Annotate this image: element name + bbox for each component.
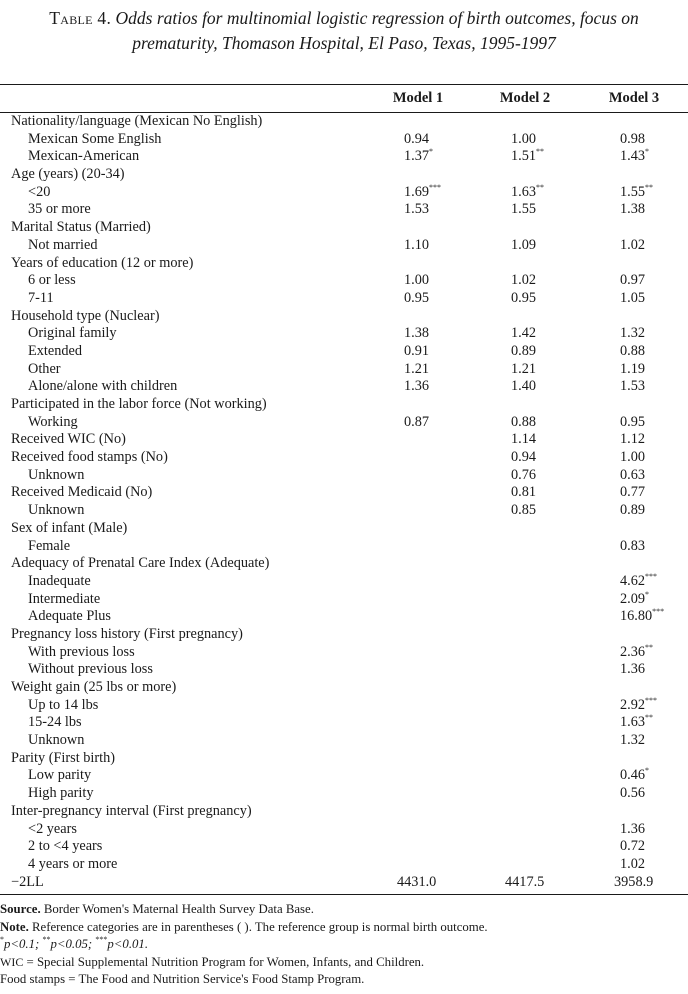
model-3-value [620, 467, 645, 485]
model-1-value [404, 325, 429, 343]
table-row [0, 467, 688, 485]
table-row [0, 219, 688, 237]
table-caption [8, 6, 680, 56]
row-label: Other [28, 360, 61, 377]
row-label: 2 to <4 years [28, 838, 103, 855]
table-row [0, 874, 688, 892]
table-row [0, 396, 688, 414]
table-label: Table 4. [49, 8, 112, 28]
model-3-value [620, 502, 645, 520]
odds-ratio: 1.00 [404, 272, 430, 289]
row-label: Unknown [28, 502, 85, 519]
row-label: Original family [28, 325, 117, 342]
odds-ratio: 1.21 [511, 360, 537, 377]
table-row [0, 201, 688, 219]
table-row [0, 732, 688, 750]
row-label: Without previous loss [28, 661, 153, 678]
significance-mark: *** [645, 695, 658, 705]
model-3-value [620, 538, 645, 556]
table-row [0, 131, 688, 149]
row-label: Extended [28, 342, 82, 359]
table-row [0, 591, 688, 609]
odds-ratio: 1.00 [620, 449, 646, 466]
odds-ratio: 0.97 [620, 272, 646, 289]
row-label: Sex of infant (Male) [11, 519, 128, 536]
source-label: Source. [0, 902, 41, 916]
model-3-value [620, 414, 645, 432]
row-label: Marital Status (Married) [11, 219, 151, 236]
model-2-value [505, 874, 544, 892]
significance-mark: *** [429, 182, 442, 192]
model-1-value [404, 414, 429, 432]
odds-ratio: 1.53 [404, 201, 430, 218]
row-label: <2 years [28, 820, 77, 837]
odds-ratio: 0.88 [511, 413, 537, 430]
model-1-value [404, 237, 429, 255]
row-label: Adequacy of Prenatal Care Index (Adequate) [11, 555, 270, 572]
odds-ratio: 1.02 [620, 236, 646, 253]
caption-line-1: Odds ratios for multinomial logistic regression of birth outcomes, focus on [115, 8, 639, 28]
odds-ratio: 2.92 [620, 696, 646, 713]
model-1-value [404, 184, 441, 202]
table-notes [0, 901, 688, 989]
odds-ratio: 1.69 [404, 183, 430, 200]
note-label: Note. [0, 919, 29, 934]
table-row [0, 750, 688, 768]
odds-ratio: 16.80 [620, 608, 653, 625]
row-label: Unknown [28, 466, 85, 483]
table-row [0, 113, 688, 131]
model-1-value [404, 361, 429, 379]
row-label: Low parity [28, 767, 92, 784]
row-label: Participated in the labor force (Not working) [11, 396, 267, 412]
model-3-value [620, 608, 664, 626]
table-row [0, 290, 688, 308]
row-label: With previous loss [28, 643, 135, 660]
model-2-value [511, 484, 536, 502]
odds-ratio: 1.63 [620, 714, 646, 731]
model-2-value [511, 378, 536, 396]
row-label: Working [28, 413, 78, 430]
table-row [0, 184, 688, 202]
model-1-value [397, 874, 436, 892]
table-row [0, 608, 688, 626]
table-row [0, 555, 688, 573]
row-label: <20 [28, 183, 51, 200]
odds-ratio: 0.95 [620, 413, 646, 430]
significance-mark: *** [652, 607, 665, 617]
odds-ratio: 0.46 [620, 767, 646, 784]
odds-ratio: 1.12 [620, 431, 646, 448]
table-row [0, 449, 688, 467]
model-3-value [620, 272, 645, 290]
model-3-value [620, 378, 645, 396]
row-label: 6 or less [28, 272, 76, 289]
odds-ratio: 0.88 [620, 342, 646, 359]
model-3-value [620, 237, 645, 255]
row-label: Received food stamps (No) [11, 449, 168, 466]
sig-mark-1: * [0, 935, 4, 944]
source-note [0, 901, 688, 919]
odds-ratio: 4417.5 [505, 873, 545, 890]
model-1-value [404, 378, 429, 396]
odds-ratio: 0.98 [620, 130, 646, 147]
odds-ratio: 1.63 [511, 183, 537, 200]
odds-ratio: 3958.9 [614, 873, 654, 890]
row-label: 15-24 lbs [28, 714, 82, 731]
model-3-value [620, 785, 645, 803]
odds-ratio: 1.32 [620, 732, 646, 749]
model-2-value [511, 201, 536, 219]
model-3-value [620, 644, 653, 662]
odds-ratio: 0.94 [511, 449, 537, 466]
sig-mark-3: *** [95, 935, 108, 944]
model-3-value [620, 767, 649, 785]
table-row [0, 502, 688, 520]
odds-ratio: 0.94 [404, 130, 430, 147]
row-label: Nationality/language (Mexican No English) [11, 113, 263, 129]
odds-ratio: 1.51 [511, 148, 537, 165]
odds-ratio: 1.36 [404, 378, 430, 395]
significance-mark: *** [645, 571, 658, 581]
odds-ratio: 4431.0 [397, 873, 437, 890]
model-3-value [620, 697, 657, 715]
note-text: Reference categories are in parentheses ( ). The reference group is normal birth outcome. [31, 919, 488, 934]
model-3-value [620, 449, 645, 467]
row-label: 35 or more [28, 201, 91, 218]
row-label: Inter-pregnancy interval (First pregnancy) [11, 802, 252, 819]
model-3-value [620, 732, 645, 750]
significance-mark: ** [536, 147, 545, 157]
odds-ratio: 0.95 [511, 289, 537, 306]
reference-note [0, 919, 688, 937]
model-3-value [620, 131, 645, 149]
column-header-model-1: Model 1 [392, 90, 444, 106]
table-row [0, 679, 688, 697]
wic-text: = Special Supplemental Nutrition Program for Women, Infants, and Children. [23, 954, 425, 969]
odds-ratio: 1.53 [620, 378, 646, 395]
model-2-value [511, 414, 536, 432]
model-2-value [511, 361, 536, 379]
odds-ratio: 1.37 [404, 148, 430, 165]
odds-ratio: 1.02 [511, 272, 537, 289]
table-row [0, 538, 688, 556]
model-2-value [511, 131, 536, 149]
odds-ratio: 2.36 [620, 643, 646, 660]
table-row [0, 361, 688, 379]
table-row [0, 308, 688, 326]
model-3-value [620, 290, 645, 308]
row-label: Years of education (12 or more) [11, 254, 194, 271]
model-1-value [404, 201, 429, 219]
table-row [0, 325, 688, 343]
row-label: Adequate Plus [28, 608, 111, 625]
model-2-value [511, 325, 536, 343]
column-header-model-3: Model 3 [608, 90, 660, 106]
odds-ratio: 0.56 [620, 785, 646, 802]
model-2-value [511, 272, 536, 290]
table-row [0, 626, 688, 644]
row-label: Received WIC (No) [11, 431, 126, 448]
odds-ratio: 0.76 [511, 466, 537, 483]
row-label: Unknown [28, 732, 85, 749]
significance-mark: * [429, 147, 434, 157]
table-row [0, 414, 688, 432]
row-label: Intermediate [28, 590, 101, 607]
row-label: Received Medicaid (No) [11, 484, 153, 501]
odds-ratio: 0.85 [511, 502, 537, 519]
model-3-value [620, 591, 649, 609]
model-3-value [620, 325, 645, 343]
model-1-value [404, 148, 433, 166]
odds-ratio: 1.42 [511, 325, 537, 342]
odds-ratio: 0.89 [620, 502, 646, 519]
odds-ratio: 0.77 [620, 484, 646, 501]
odds-ratio: 1.36 [620, 661, 646, 678]
significance-mark: * [645, 589, 650, 599]
table-row [0, 343, 688, 361]
table-row [0, 166, 688, 184]
model-3-value [614, 874, 653, 892]
table-row [0, 714, 688, 732]
odds-ratio: 1.38 [404, 325, 430, 342]
odds-ratio: 1.55 [511, 201, 537, 218]
significance-mark: * [645, 147, 650, 157]
model-2-value [511, 237, 536, 255]
odds-ratio: 0.95 [404, 289, 430, 306]
model-3-value [620, 148, 649, 166]
odds-ratio: 1.09 [511, 236, 537, 253]
row-label: Weight gain (25 lbs or more) [11, 679, 177, 695]
odds-ratio: 0.87 [404, 413, 430, 430]
table-row [0, 767, 688, 785]
row-label: Up to 14 lbs [28, 696, 99, 713]
table-row [0, 661, 688, 679]
odds-ratio: 1.14 [511, 431, 537, 448]
odds-ratio: 1.10 [404, 236, 430, 253]
table-row [0, 644, 688, 662]
food-stamps-note [0, 971, 688, 989]
table-row [0, 856, 688, 874]
significance-mark: ** [645, 182, 654, 192]
odds-ratio: 0.89 [511, 342, 537, 359]
model-3-value [620, 361, 645, 379]
odds-ratio: 1.19 [620, 360, 646, 377]
model-3-value [620, 343, 645, 361]
row-label: High parity [28, 785, 94, 802]
table-row [0, 272, 688, 290]
caption-line-2: prematurity, Thomason Hospital, El Paso, Texas, 1995-1997 [132, 33, 556, 53]
model-3-value [620, 856, 645, 874]
table-row [0, 803, 688, 821]
table-row [0, 697, 688, 715]
table-row [0, 821, 688, 839]
significance-note [0, 936, 688, 954]
model-1-value [404, 131, 429, 149]
sig-text-3: p<0.01. [107, 937, 149, 951]
model-2-value [511, 449, 536, 467]
row-label: Mexican Some English [28, 130, 162, 147]
odds-ratio: 1.32 [620, 325, 646, 342]
row-label: Inadequate [28, 572, 91, 589]
odds-ratio: 1.43 [620, 148, 646, 165]
table-body [0, 113, 688, 891]
table-row [0, 378, 688, 396]
odds-ratio: 1.21 [404, 360, 430, 377]
row-label: 7-11 [28, 289, 54, 306]
odds-ratio: 4.62 [620, 572, 646, 589]
row-label: Alone/alone with children [28, 378, 178, 395]
table-row [0, 838, 688, 856]
row-label: Female [28, 537, 71, 554]
top-rule [0, 84, 688, 85]
odds-ratio: 1.40 [511, 378, 537, 395]
table-row [0, 237, 688, 255]
sig-text-2: p<0.05; [50, 937, 96, 951]
model-3-value [620, 201, 645, 219]
model-2-value [511, 148, 544, 166]
model-2-value [511, 343, 536, 361]
model-1-value [404, 343, 429, 361]
model-2-value [511, 290, 536, 308]
model-3-value [620, 714, 653, 732]
model-3-value [620, 573, 657, 591]
table-row [0, 431, 688, 449]
row-label: −2LL [11, 873, 44, 890]
row-label: Pregnancy loss history (First pregnancy) [11, 625, 243, 642]
sig-text-1: p<0.1; [4, 937, 43, 951]
significance-mark: ** [645, 713, 654, 723]
odds-ratio: 0.72 [620, 838, 646, 855]
model-3-value [620, 431, 645, 449]
wic-abbr: WIC [0, 954, 24, 969]
row-label: Not married [28, 236, 98, 253]
odds-ratio: 2.09 [620, 590, 646, 607]
table-row [0, 573, 688, 591]
significance-mark: * [645, 766, 650, 776]
wic-note [0, 954, 688, 972]
model-3-value [620, 484, 645, 502]
model-2-value [511, 184, 544, 202]
odds-ratio: 1.00 [511, 130, 537, 147]
table-row [0, 520, 688, 538]
model-3-value [620, 838, 645, 856]
model-1-value [404, 272, 429, 290]
row-label: Age (years) (20-34) [11, 166, 125, 183]
food-stamps-text: Food stamps = The Food and Nutrition Service's Food Stamp Program. [0, 972, 365, 986]
bottom-rule [0, 894, 688, 895]
model-2-value [511, 502, 536, 520]
odds-ratio: 0.81 [511, 484, 537, 501]
table-row [0, 255, 688, 273]
model-1-value [404, 290, 429, 308]
odds-ratio: 1.36 [620, 820, 646, 837]
odds-ratio: 0.83 [620, 537, 646, 554]
table-row [0, 148, 688, 166]
odds-ratio: 1.55 [620, 183, 646, 200]
odds-ratio: 1.38 [620, 201, 646, 218]
row-label: 4 years or more [28, 855, 118, 872]
sig-mark-2: ** [42, 935, 51, 944]
significance-mark: ** [645, 642, 654, 652]
model-3-value [620, 821, 645, 839]
row-label: Mexican-American [28, 148, 140, 165]
model-3-value [620, 661, 645, 679]
model-2-value [511, 431, 536, 449]
odds-ratio: 1.05 [620, 289, 646, 306]
source-text: Border Women's Maternal Health Survey Data Base. [43, 902, 314, 916]
row-label: Household type (Nuclear) [11, 307, 160, 324]
table-row [0, 484, 688, 502]
row-label: Parity (First birth) [11, 749, 116, 766]
model-2-value [511, 467, 536, 485]
significance-mark: ** [536, 182, 545, 192]
table-row [0, 785, 688, 803]
odds-ratio: 0.63 [620, 466, 646, 483]
odds-ratio: 1.02 [620, 855, 646, 872]
model-3-value [620, 184, 653, 202]
odds-ratio: 0.91 [404, 342, 430, 359]
column-header-model-2: Model 2 [499, 90, 551, 106]
